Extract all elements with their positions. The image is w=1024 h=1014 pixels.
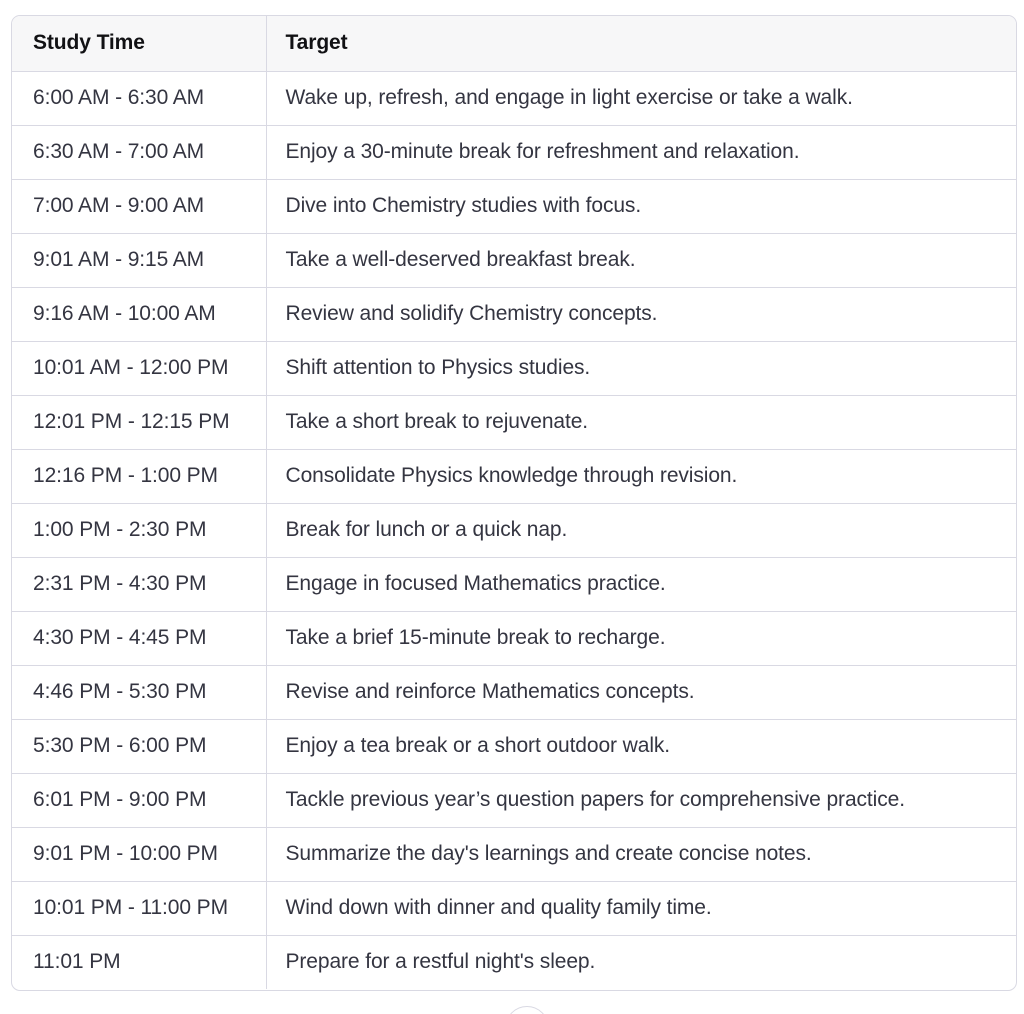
table-row xyxy=(12,557,1016,611)
cell-study-time: 10:01 PM - 11:00 PM xyxy=(12,881,266,935)
cell-study-time: 12:01 PM - 12:15 PM xyxy=(12,395,266,449)
cell-study-time: 7:00 AM - 9:00 AM xyxy=(12,179,266,233)
cell-study-time: 6:01 PM - 9:00 PM xyxy=(12,773,266,827)
cell-target: Shift attention to Physics studies. xyxy=(266,341,1016,395)
cell-study-time: 11:01 PM xyxy=(12,935,266,989)
cell-study-time: 4:46 PM - 5:30 PM xyxy=(12,665,266,719)
cell-target: Take a short break to rejuvenate. xyxy=(266,395,1016,449)
table-row xyxy=(12,233,1016,287)
cell-study-time: 9:01 PM - 10:00 PM xyxy=(12,827,266,881)
table-header xyxy=(12,16,1016,71)
cell-target: Wake up, refresh, and engage in light exercise or take a walk. xyxy=(266,71,1016,125)
header-target: Target xyxy=(266,16,1016,71)
cell-target: Enjoy a tea break or a short outdoor walk. xyxy=(266,719,1016,773)
cell-target: Wind down with dinner and quality family time. xyxy=(266,881,1016,935)
header-study-time: Study Time xyxy=(12,16,266,71)
scroll-down-button[interactable] xyxy=(505,1006,549,1014)
schedule-table-container xyxy=(11,15,1017,991)
cell-target: Tackle previous year’s question papers for comprehensive practice. xyxy=(266,773,1016,827)
table-row xyxy=(12,719,1016,773)
cell-target: Break for lunch or a quick nap. xyxy=(266,503,1016,557)
cell-target: Prepare for a restful night's sleep. xyxy=(285,950,596,974)
table-row xyxy=(12,611,1016,665)
table-row xyxy=(12,935,1016,989)
cell-target: Revise and reinforce Mathematics concepts. xyxy=(266,665,1016,719)
schedule-table xyxy=(12,16,1016,989)
table-row xyxy=(12,287,1016,341)
cell-target: Consolidate Physics knowledge through revision. xyxy=(266,449,1016,503)
cell-study-time: 10:01 AM - 12:00 PM xyxy=(12,341,266,395)
table-row xyxy=(12,665,1016,719)
table-row xyxy=(12,881,1016,935)
cell-study-time: 5:30 PM - 6:00 PM xyxy=(12,719,266,773)
cell-target: Review and solidify Chemistry concepts. xyxy=(266,287,1016,341)
cell-study-time: 4:30 PM - 4:45 PM xyxy=(12,611,266,665)
cell-target: Engage in focused Mathematics practice. xyxy=(266,557,1016,611)
cell-target: Summarize the day's learnings and create concise notes. xyxy=(266,827,1016,881)
cell-study-time: 12:16 PM - 1:00 PM xyxy=(12,449,266,503)
table-row xyxy=(12,341,1016,395)
table-body xyxy=(12,71,1016,989)
table-row xyxy=(12,179,1016,233)
cell-study-time: 9:16 AM - 10:00 AM xyxy=(12,287,266,341)
cell-target: Dive into Chemistry studies with focus. xyxy=(266,179,1016,233)
table-row xyxy=(12,449,1016,503)
table-row xyxy=(12,503,1016,557)
table-row xyxy=(12,395,1016,449)
cell-target: Take a brief 15-minute break to recharge. xyxy=(266,611,1016,665)
table-header-row xyxy=(12,16,1016,71)
cell-study-time: 2:31 PM - 4:30 PM xyxy=(12,557,266,611)
table-row xyxy=(12,827,1016,881)
table-row xyxy=(12,71,1016,125)
cell-study-time: 1:00 PM - 2:30 PM xyxy=(12,503,266,557)
cell-study-time: 6:00 AM - 6:30 AM xyxy=(12,71,266,125)
cell-target: Take a well-deserved breakfast break. xyxy=(266,233,1016,287)
table-row xyxy=(12,125,1016,179)
cell-target: Enjoy a 30-minute break for refreshment and relaxation. xyxy=(266,125,1016,179)
table-row xyxy=(12,773,1016,827)
cell-study-time: 6:30 AM - 7:00 AM xyxy=(12,125,266,179)
cell-study-time: 9:01 AM - 9:15 AM xyxy=(12,233,266,287)
